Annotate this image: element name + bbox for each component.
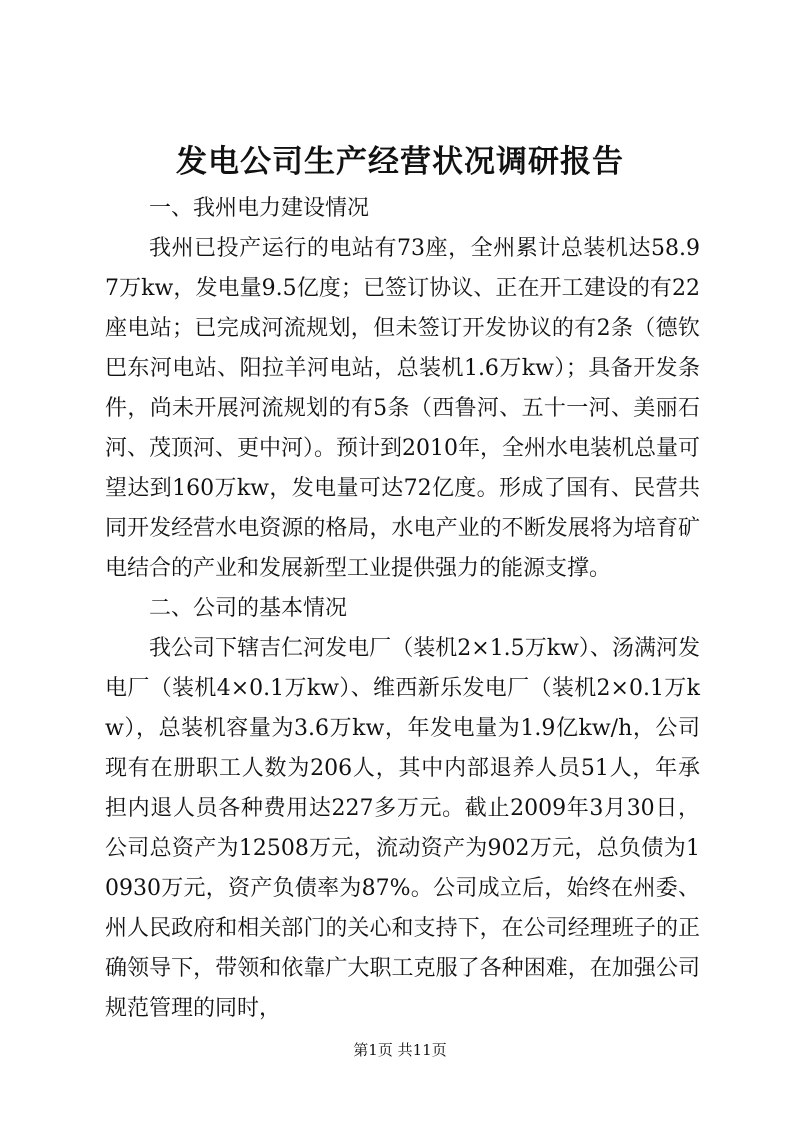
document-body — [105, 189, 700, 1029]
document-title: 发电公司生产经营状况调研报告 — [176, 144, 624, 180]
section-heading-1: 一、我州电力建设情况 — [149, 196, 370, 221]
section-paragraph-1: 我州已投产运行的电站有73座，全州累计总装机达58.97万kw，发电量9.5亿度；已签订协议、正在开工建设的有22座电站；已完成河流规划，但未签订开发协议的有2条（德钦巴东河电站、阳拉羊河电站，总装机1.6万kw）；具备开发条件，尚未开展河流规划的有5条（西鲁河、五十一河、美丽石河、茂顶河、更中河）。预计到2010年，全州水电装机总量可望达到160万kw，发电量可达72亿度。形成了国有、民营共同开发经营水电资源的格局，水电产业的不断发展将为培育矿电结合的产业和发展新型工业提供强力的能源支撑。 — [105, 236, 700, 581]
section-paragraph-2: 我公司下辖吉仁河发电厂（装机2×1.5万kw）、汤满河发电厂（装机4×0.1万kw）、维西新乐发电厂（装机2×0.1万kw），总装机容量为3.6万kw，年发电量为1.9亿kw/h，公司现有在册职工人数为206人，其中内部退养人员51人，年承担内退人员各种费用达227多万元。截止2009年3月30日，公司总资产为12508万元，流动资产为902万元，总负债为10930万元，资产负债率为87%。公司成立后，始终在州委、州人民政府和相关部门的关心和支持下，在公司经理班子的正确领导下，带领和依靠广大职工克服了各种困难，在加强公司规范管理的同时， — [105, 636, 700, 1021]
page-footer: 第1页 共11页 — [353, 1041, 447, 1059]
section-heading-2: 二、公司的基本情况 — [149, 596, 348, 621]
